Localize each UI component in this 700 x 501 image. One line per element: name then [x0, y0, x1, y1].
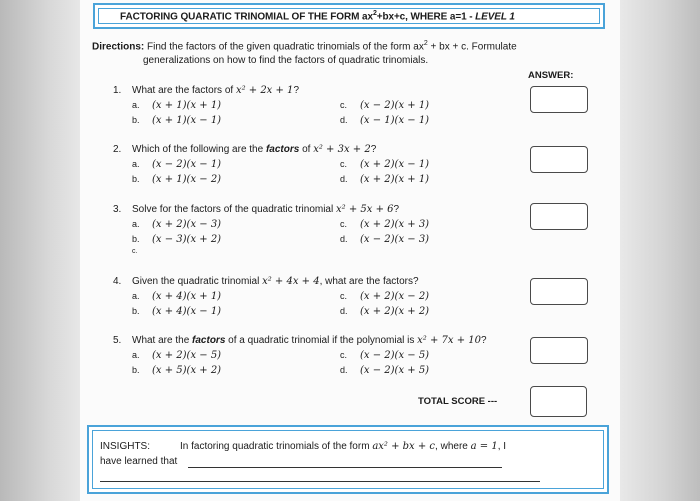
q5-option-a: a. (x + 2)(x − 5)	[132, 350, 222, 361]
answer-box-2[interactable]	[530, 146, 588, 173]
q3-option-d: d. (x − 2)(x − 3)	[340, 234, 430, 245]
q1-option-d: d. (x − 1)(x − 1)	[340, 115, 430, 126]
question-number: 3.	[113, 204, 122, 215]
insights-label: INSIGHTS:	[100, 441, 151, 452]
q2-option-a: a. (x − 2)(x − 1)	[132, 159, 222, 170]
answer-header: ANSWER:	[528, 70, 574, 81]
question-4-text: Given the quadratic trinomial x² + 4x + 4, what are the factors?	[132, 276, 419, 287]
q2-option-c: c. (x + 2)(x − 1)	[340, 159, 430, 170]
answer-box-5[interactable]	[530, 337, 588, 364]
q1-option-a: a. (x + 1)(x + 1)	[132, 100, 222, 111]
q1-option-c: c. (x − 2)(x + 1)	[340, 100, 430, 111]
q4-option-c: c. (x + 2)(x − 2)	[340, 291, 430, 302]
q4-option-b: b. (x + 4)(x − 1)	[132, 306, 222, 317]
worksheet-title: FACTORING QUARATIC TRINOMIAL OF THE FORM $ax^2+bx+c$, WHERE a=1 - LEVEL 1	[120, 10, 515, 23]
question-2-text: Which of the following are the factors of x² + 3x + 2?	[132, 144, 377, 155]
question-number: 5.	[113, 335, 122, 346]
question-number: 1.	[113, 85, 122, 96]
q2-option-d: d. (x + 2)(x + 1)	[340, 174, 430, 185]
q3-stray-letter: c.	[132, 248, 138, 255]
question-number: 4.	[113, 276, 122, 287]
question-5-text: What are the factors of a quadratic trinomial if the polynomial is x² + 7x + 10?	[132, 335, 487, 346]
directions-line-2: generalizations on how to find the factors of quadratic trinomials.	[143, 55, 429, 66]
q3-option-c: c. (x + 2)(x + 3)	[340, 219, 430, 230]
background-right	[610, 0, 700, 501]
q2-option-b: b. (x + 1)(x − 2)	[132, 174, 222, 185]
answer-box-3[interactable]	[530, 203, 588, 230]
background-left	[0, 0, 82, 501]
q1-option-b: b. (x + 1)(x − 1)	[132, 115, 222, 126]
insights-prompt: In factoring quadratic trinomials of the form ax² + bx + c, where a = 1, I	[180, 441, 507, 452]
insights-answer-line-1[interactable]	[188, 467, 502, 468]
question-3-text: Solve for the factors of the quadratic trinomial x² + 5x + 6?	[132, 204, 400, 215]
answer-box-1[interactable]	[530, 86, 588, 113]
q5-option-d: d. (x − 2)(x + 5)	[340, 365, 430, 376]
q3-option-b: b. (x − 3)(x + 2)	[132, 234, 222, 245]
q4-option-d: d. (x + 2)(x + 2)	[340, 306, 430, 317]
q5-option-c: c. (x − 2)(x − 5)	[340, 350, 430, 361]
q5-option-b: b. (x + 5)(x + 2)	[132, 365, 222, 376]
insights-answer-line-2[interactable]	[100, 481, 540, 482]
directions: Directions: Find the factors of the given quadratic trinomials of the form $ax^2$ + bx + c. Formulate	[92, 40, 517, 53]
q3-option-a: a. (x + 2)(x − 3)	[132, 219, 222, 230]
insights-line-2: have learned that	[100, 456, 178, 467]
answer-box-4[interactable]	[530, 278, 588, 305]
total-score-label: TOTAL SCORE ---	[418, 396, 498, 407]
total-score-box[interactable]	[530, 386, 587, 417]
q4-option-a: a. (x + 4)(x + 1)	[132, 291, 222, 302]
question-number: 2.	[113, 144, 122, 155]
question-1-text: What are the factors of x² + 2x + 1?	[132, 85, 299, 96]
